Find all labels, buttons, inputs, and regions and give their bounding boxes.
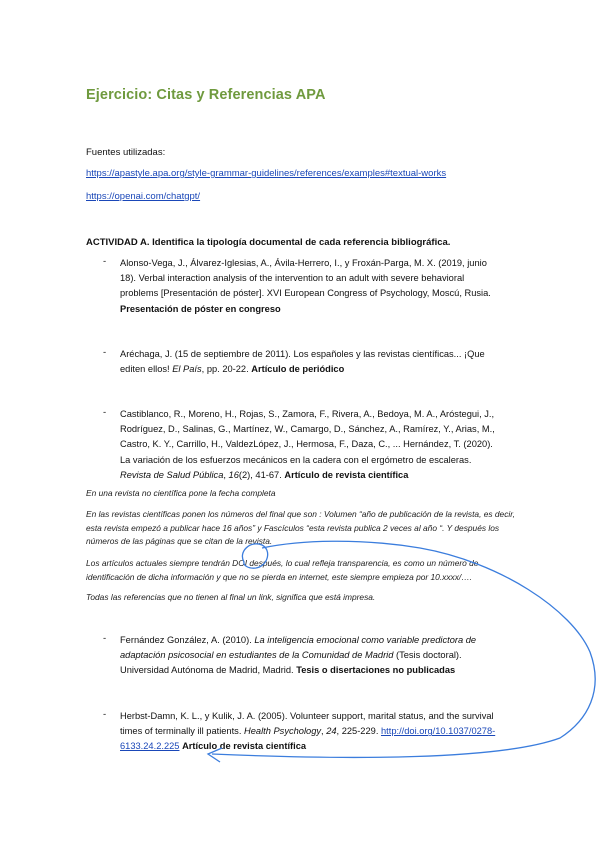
note-2: En las revistas científicas ponen los números del final que son : Volumen “año de publicación de la revista, es decir, esta revista empezó a publicar hace 16 años” y Fascículos “esta revista publica 2 veces al año “. Y después los números de las páginas que se citan de la revista. bbox=[86, 509, 515, 546]
note-4: Todas las referencias que no tienen al final un link, significa que está impresa. bbox=[86, 592, 376, 602]
list-dash: - bbox=[103, 633, 107, 644]
reference-source: Revista de Salud Pública bbox=[120, 469, 224, 480]
page-title: Ejercicio: Citas y Referencias APA bbox=[86, 87, 326, 103]
reference-text: (Tesis doctoral). Universidad Autónoma de Madrid, Madrid. bbox=[120, 650, 462, 676]
reference-text: , 225-229. bbox=[336, 726, 381, 737]
reference-item bbox=[120, 633, 500, 679]
reference-text: Aréchaga, J. (15 de septiembre de 2011). Los españoles y las revistas científicas... ¡Que editen ellos! bbox=[120, 349, 485, 375]
activity-heading: ACTIVIDAD A. Identifica la tipología documental de cada referencia bibliográfica. bbox=[86, 237, 451, 248]
reference-item bbox=[120, 407, 500, 483]
reference-item bbox=[120, 256, 500, 317]
note-3: Los artículos actuales siempre tendrán DOI después, lo cual refleja transparencia, es como un número de identificación de dicha información y que no se pierda en internet, este siempre empieza por 10.xxxx/…. bbox=[86, 558, 479, 582]
reference-text: Fernández González, A. (2010). bbox=[120, 635, 255, 645]
reference-volume: 24 bbox=[326, 726, 337, 737]
reference-source: La inteligencia emocional como variable predictora de adaptación psicosocial en estudiantes de la Comunidad de Madrid bbox=[120, 635, 477, 661]
reference-text: (2), 41-67. bbox=[238, 469, 285, 480]
reference-text: Alonso-Vega, J., Álvarez-Iglesias, A., Ávila-Herrero, I., y Froxán-Parga, M. X. (2019, junio 18). Verbal interaction analysis of the intervention to an adult with severe behavioral problems [Presentación de póster]. XVI European Congress of Psychology, Moscú, Rusia. bbox=[120, 258, 491, 299]
reference-source: El País bbox=[172, 364, 202, 375]
reference-item bbox=[120, 709, 500, 755]
reference-type: Artículo de periódico bbox=[251, 364, 345, 375]
reference-type: Tesis o disertaciones no publicadas bbox=[296, 665, 456, 676]
reference-source: Health Psychology bbox=[244, 726, 322, 737]
source-link-apa[interactable]: https://apastyle.apa.org/style-grammar-guidelines/references/examples#textual-works bbox=[86, 168, 447, 179]
list-dash: - bbox=[103, 347, 107, 358]
reference-type: Presentación de póster en congreso bbox=[120, 303, 281, 314]
reference-text: Herbst-Damn, K. L., y Kulik, J. A. (2005). Volunteer support, marital status, and the survival times of terminally ill patients. bbox=[120, 711, 494, 737]
reference-type: Artículo de revista científica bbox=[284, 469, 409, 480]
list-dash: - bbox=[103, 709, 107, 720]
reference-text: , bbox=[321, 726, 327, 737]
reference-text: , pp. 20-22. bbox=[201, 364, 252, 375]
doi-link[interactable]: http://doi.org/10.1037/0278-6133.24.2.225 bbox=[120, 726, 496, 752]
note-1: En una revista no científica pone la fecha completa bbox=[86, 488, 276, 498]
reference-text: Castiblanco, R., Moreno, H., Rojas, S., Zamora, F., Rivera, A., Bedoya, M. A., Aróstegui, J., Rodríguez, D., Salinas, G., Martínez, W., Camargo, D., Sánchez, A., Ramírez, Y., Arias, M., Castro, K. Y., Carrillo, H., ValdezLópez, J., Hermosa, F., Daza, C., ... Hernández, T. (2020). La variación de los esfuerzos mecánicos en la cadera con el ergómetro de escaleras. bbox=[120, 409, 495, 465]
reference-type: Artículo de revista científica bbox=[182, 741, 307, 752]
reference-volume: 16 bbox=[228, 469, 239, 480]
reference-text: , bbox=[223, 469, 229, 480]
source-link-openai[interactable]: https://openai.com/chatgpt/ bbox=[86, 191, 201, 202]
reference-item bbox=[120, 347, 500, 377]
list-dash: - bbox=[103, 256, 107, 267]
list-dash: - bbox=[103, 407, 107, 418]
sources-label: Fuentes utilizadas: bbox=[86, 147, 166, 158]
